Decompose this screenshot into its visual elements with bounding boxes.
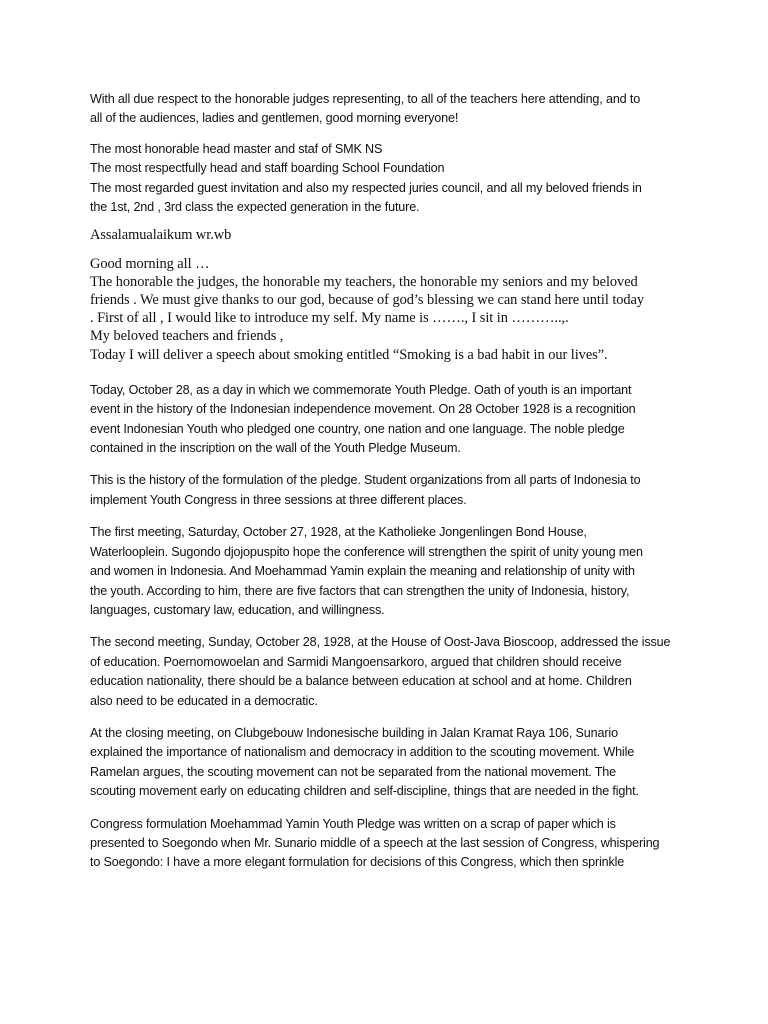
opening-paragraph <box>90 255 680 364</box>
text-line: event Indonesian Youth who pledged one country, one nation and one language. The noble pledge <box>90 421 625 436</box>
text-line: . First of all , I would like to introduce my self. My name is ……., I sit in ………..,. <box>90 310 569 327</box>
text-line: With all due respect to the honorable judges representing, to all of the teachers here attending, and to <box>90 92 641 106</box>
text-line: The most respectfully head and staff boarding School Foundation <box>90 161 445 176</box>
text-line: Ramelan argues, the scouting movement can not be separated from the national movement. The <box>90 764 617 779</box>
text-line: to Soegondo: I have a more elegant formulation for decisions of this Congress, which then sprinkle <box>90 855 625 870</box>
text-line: contained in the inscription on the wall of the Youth Pledge Museum. <box>90 441 461 456</box>
text-line: Today, October 28, as a day in which we commemorate Youth Pledge. Oath of youth is an important <box>90 382 632 397</box>
text-line: The most regarded guest invitation and also my respected juries council, and all my beloved friends in <box>90 180 642 195</box>
youth-pledge-paragraph <box>90 381 680 459</box>
text-line: At the closing meeting, on Clubgebouw Indonesische building in Jalan Kramat Raya 106, Sunario <box>90 725 618 740</box>
second-meeting-paragraph <box>90 633 680 711</box>
text-line: all of the audiences, ladies and gentlemen, good morning everyone! <box>90 111 459 126</box>
text-line: Congress formulation Moehammad Yamin Youth Pledge was written on a scrap of paper which is <box>90 816 616 831</box>
text-line: languages, customary law, education, and willingness. <box>90 602 385 617</box>
text-line: and women in Indonesia. And Moehammad Yamin explain the meaning and relationship of unity with <box>90 564 635 579</box>
text-line: scouting movement early on educating children and self-discipline, things that are needed in the fight. <box>90 784 639 799</box>
text-line: also need to be educated in a democratic. <box>90 693 318 708</box>
text-line: event in the history of the Indonesian independence movement. On 28 October 1928 is a recognition <box>90 402 636 417</box>
text-line: The most honorable head master and staf of SMK NS <box>90 141 383 156</box>
history-paragraph <box>90 471 680 510</box>
first-meeting-paragraph <box>90 523 680 620</box>
text-line: of education. Poernomowoelan and Sarmidi Mangoensarkoro, argued that children should receive <box>90 654 622 669</box>
text-line: Today I will deliver a speech about smoking entitled “Smoking is a bad habit in our lives”. <box>90 346 608 363</box>
text-line: This is the history of the formulation of the pledge. Student organizations from all parts of Indonesia to <box>90 473 641 488</box>
text-line: presented to Soegondo when Mr. Sunario middle of a speech at the last session of Congress, whispering <box>90 835 660 850</box>
salam-line <box>90 226 680 244</box>
text-line: implement Youth Congress in three sessions at three different places. <box>90 492 467 507</box>
text-line: Good morning all … <box>90 255 210 272</box>
document-page <box>90 90 680 873</box>
greeting-paragraph <box>90 90 680 129</box>
text-line: the 1st, 2nd , 3rd class the expected generation in the future. <box>90 200 420 215</box>
text-line: Waterlooplein. Sugondo djojopuspito hope the conference will strengthen the spirit of unity young men <box>90 544 643 559</box>
text-line: explained the importance of nationalism and democracy in addition to the scouting movement. While <box>90 745 635 760</box>
text-line: The honorable the judges, the honorable my teachers, the honorable my seniors and my beloved <box>90 273 638 290</box>
text-line: The first meeting, Saturday, October 27, 1928, at the Katholieke Jongenlingen Bond House, <box>90 525 587 540</box>
congress-formulation-paragraph <box>90 815 680 873</box>
text-line: the youth. According to him, there are five factors that can strengthen the unity of Indonesia, history, <box>90 583 630 598</box>
text-line: friends . We must give thanks to our god, because of god’s blessing we can stand here until today <box>90 292 645 309</box>
text-line: Assalamualaikum wr.wb <box>90 227 232 244</box>
text-line: education nationality, there should be a balance between education at school and at home. Children <box>90 674 632 689</box>
text-line: The second meeting, Sunday, October 28, 1928, at the House of Oost-Java Bioscoop, addressed the issue <box>90 635 671 650</box>
closing-meeting-paragraph <box>90 724 680 802</box>
honors-paragraph <box>90 140 680 218</box>
text-line: My beloved teachers and friends , <box>90 328 284 345</box>
